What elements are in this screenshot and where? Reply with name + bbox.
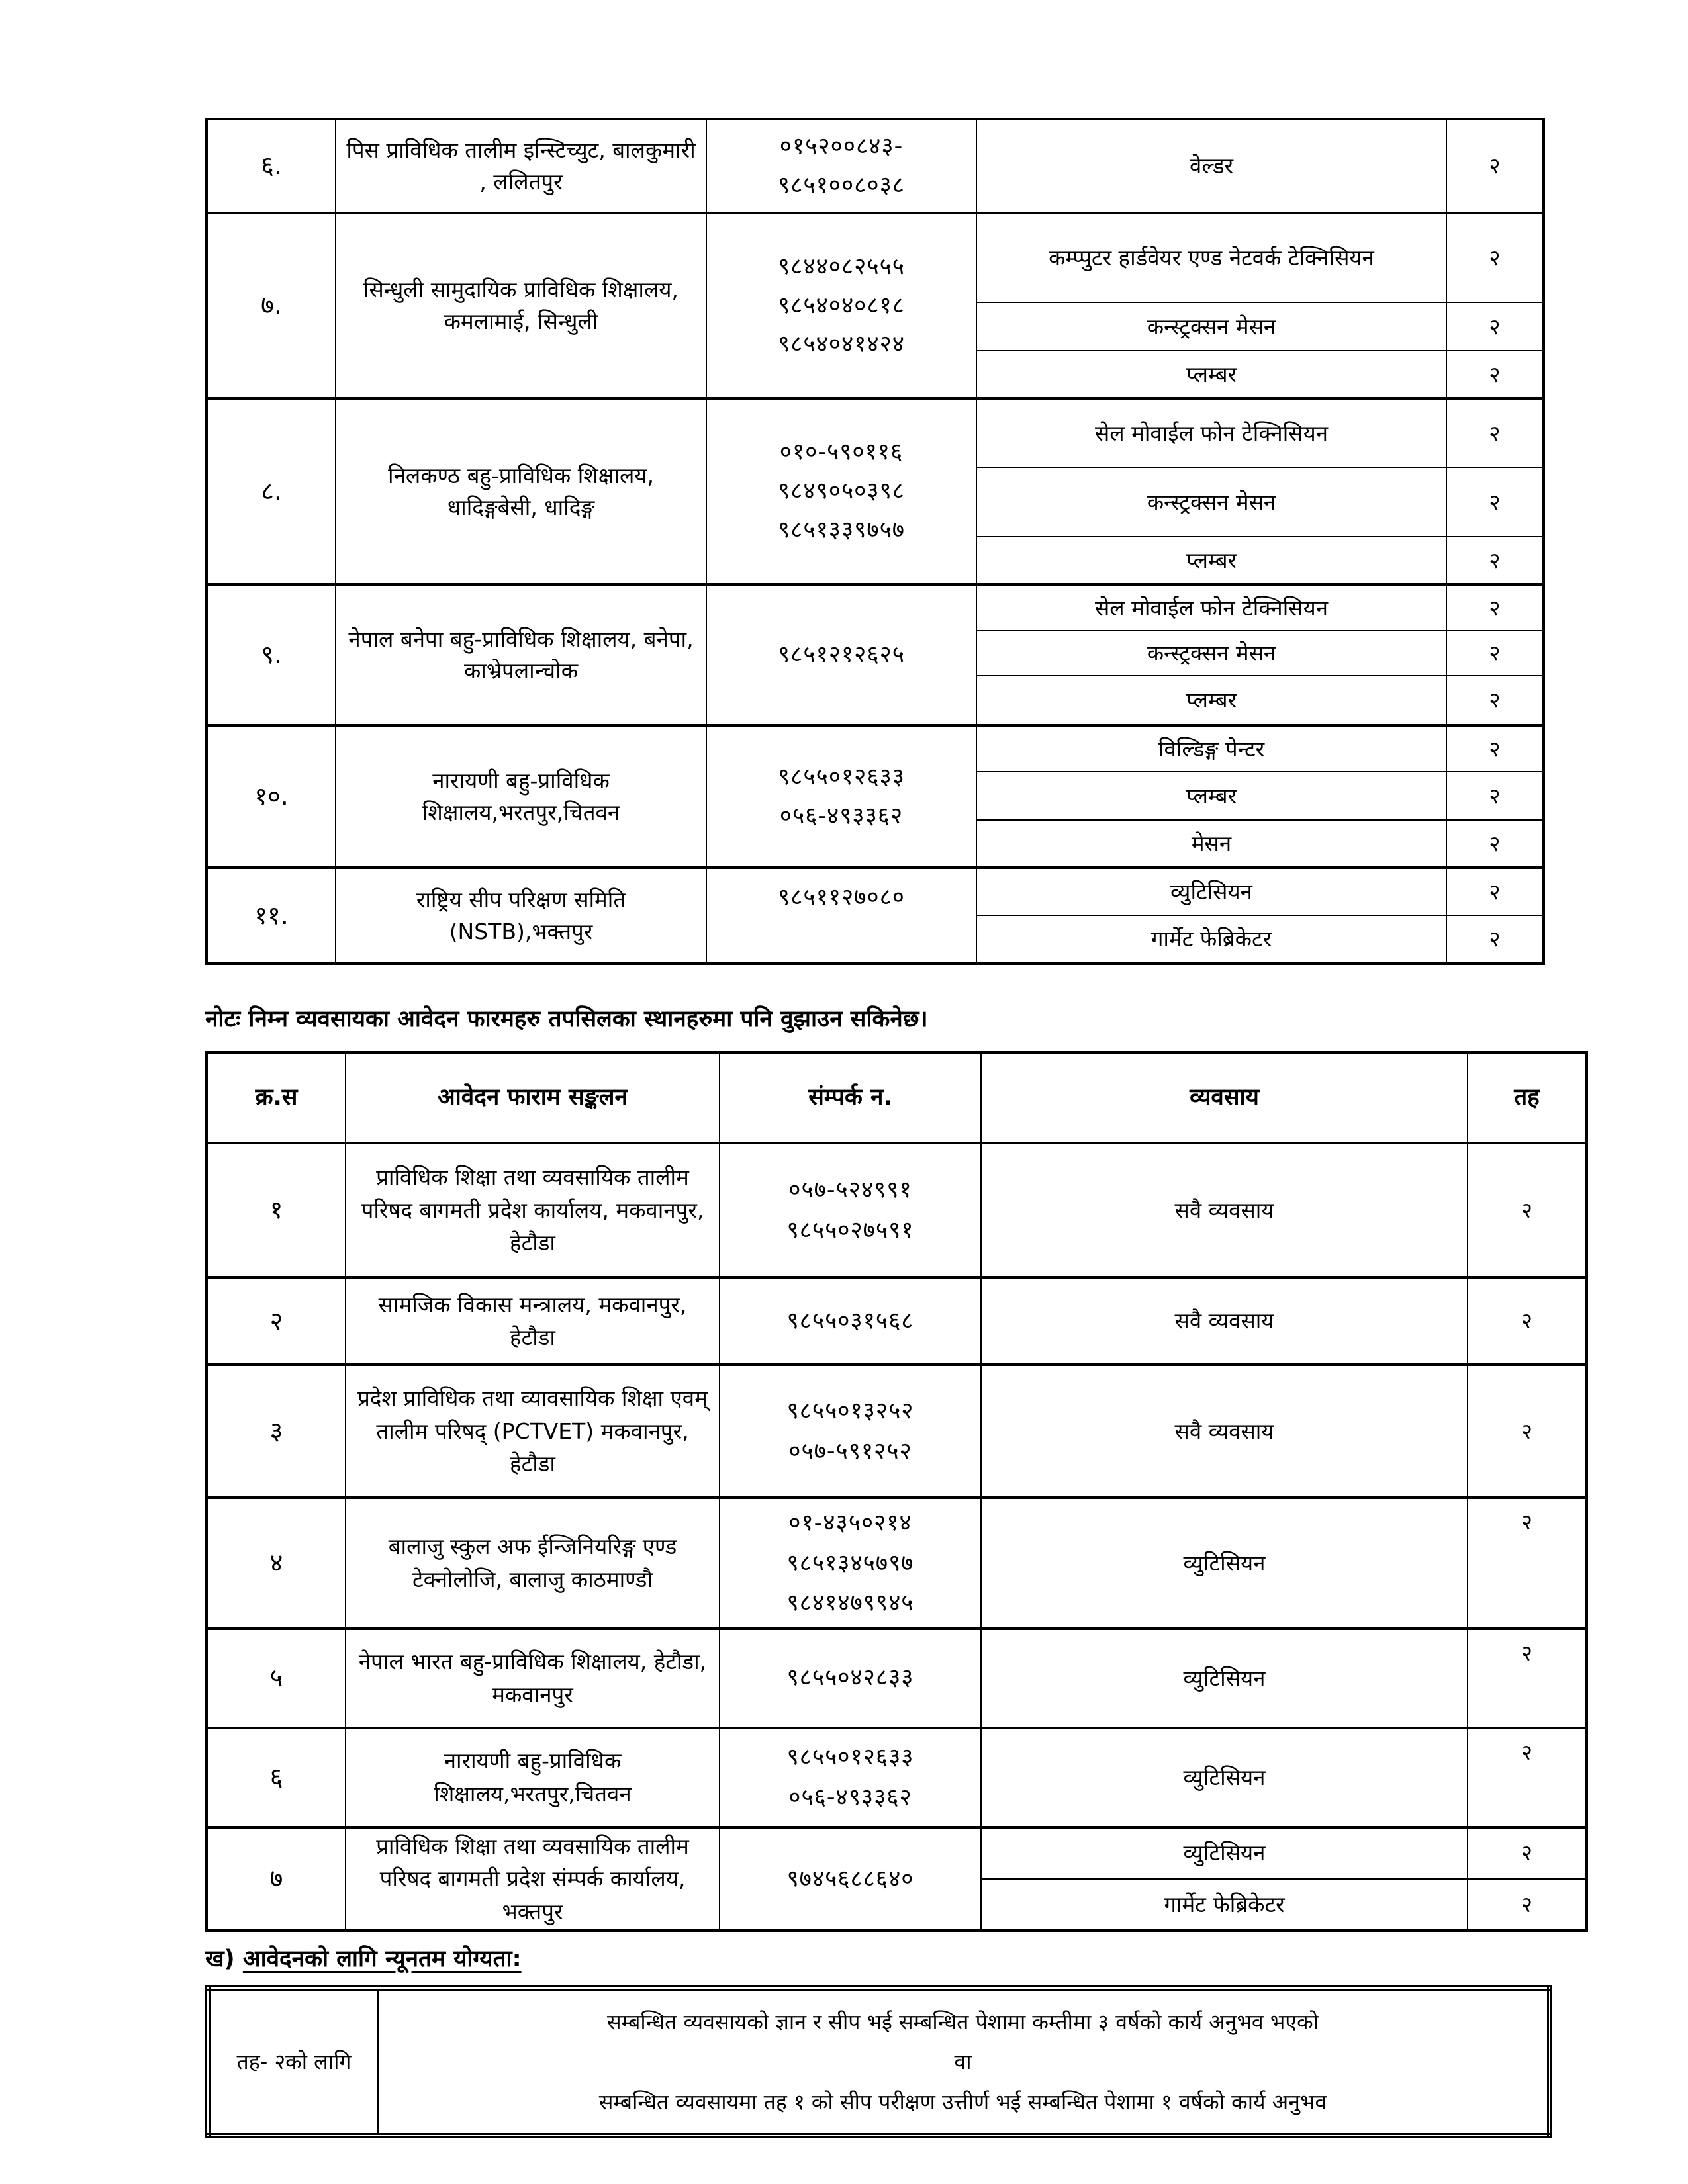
sn-cell: ७. xyxy=(207,213,336,398)
table-row xyxy=(207,1728,1587,1827)
occupation-cell: व्युटिसियन xyxy=(981,1498,1468,1629)
trade-cell: गार्मेट फेब्रिकेटर xyxy=(976,915,1446,964)
trade-cell: प्लम्बर xyxy=(976,676,1446,725)
occupation-cell: सवै व्यवसाय xyxy=(981,1277,1468,1365)
table-row xyxy=(207,213,1544,302)
requirement-cell xyxy=(378,1988,1550,2136)
level-cell: २ xyxy=(1446,820,1544,868)
phone-line: ९७४५६८८६४० xyxy=(786,1865,914,1892)
level-cell: २ xyxy=(1446,467,1544,537)
phone-line: ९८४४०८२५५५ xyxy=(777,253,905,280)
table-row xyxy=(207,584,1544,631)
institution-cell: बालाजु स्कुल अफ ईन्जिनियरिङ्ग एण्ड टेक्नोलोजि, बालाजु काठमाण्डौ xyxy=(346,1498,720,1629)
phone-line: ९८५१३३९७५७ xyxy=(777,516,905,543)
phone-cell xyxy=(706,119,976,213)
level-cell: २ xyxy=(1468,1827,1587,1879)
level-cell: २ xyxy=(1446,398,1544,467)
qualification-heading xyxy=(205,1942,522,1974)
requirement-line: सम्बन्धित व्यवसायको ज्ञान र सीप भई सम्बन्धित पेशामा कम्तीमा ३ वर्षको कार्य अनुभव भएको xyxy=(607,2009,1319,2034)
table-row xyxy=(207,398,1544,467)
trade-cell: प्लम्बर xyxy=(976,772,1446,820)
qualification-heading-prefix: ख) xyxy=(205,1946,235,1972)
sn-cell: १०. xyxy=(207,725,336,868)
sn-cell: ३ xyxy=(207,1365,346,1498)
phone-line: ०५६-४९३३६२ xyxy=(779,802,904,829)
institution-cell: नारायणी बहु-प्राविधिक शिक्षालय,भरतपुर,चितवन xyxy=(346,1728,720,1827)
phone-line: ९८४९०५०३९८ xyxy=(777,478,905,505)
trade-cell: प्लम्बर xyxy=(976,537,1446,584)
phone-cell xyxy=(706,584,976,725)
table-row xyxy=(207,1827,1587,1879)
table-row xyxy=(207,1498,1587,1629)
phone-line: ९८५५०१२६३३ xyxy=(777,763,905,790)
trade-cell: सेल मोवाईल फोन टेक्निसियन xyxy=(976,584,1446,631)
table-row xyxy=(207,1277,1587,1365)
requirement-line: सम्बन्धित व्यवसायमा तह १ को सीप परीक्षण उत्तीर्ण भई सम्बन्धित पेशामा १ वर्षको कार्य अनुभव xyxy=(598,2089,1327,2115)
institution-cell: पिस प्राविधिक तालीम इन्स्टिच्युट, बालकुमारी , ललितपुर xyxy=(336,119,706,213)
level-cell: २ xyxy=(1468,1629,1587,1728)
institution-cell: सामजिक विकास मन्त्रालय, मकवानपुर, हेटौडा xyxy=(346,1277,720,1365)
phone-cell xyxy=(720,1498,981,1629)
phone-line: ०५७-५२४९९१ xyxy=(788,1177,912,1203)
sn-cell: ६. xyxy=(207,119,336,213)
phone-line: ९८५४०४१४२४ xyxy=(777,331,905,358)
level-cell: २ xyxy=(1468,1277,1587,1365)
phone-line: ०५६-४९३३६२ xyxy=(788,1784,912,1811)
institution-cell: प्राविधिक शिक्षा तथा व्यवसायिक तालीम परिषद बागमती प्रदेश संम्पर्क कार्यालय, भक्तपुर xyxy=(346,1827,720,1931)
level-cell: २ xyxy=(1446,119,1544,213)
occupation-cell: सवै व्यवसाय xyxy=(981,1365,1468,1498)
trade-cell: कन्स्ट्रक्सन मेसन xyxy=(976,631,1446,676)
table-row xyxy=(207,1365,1587,1498)
level-label-cell: तह- २को लागि xyxy=(208,1988,378,2136)
training-institutes-table xyxy=(205,118,1545,965)
sn-cell: १ xyxy=(207,1143,346,1277)
header-contact: संम्पर्क न. xyxy=(720,1052,981,1143)
header-level: तह xyxy=(1468,1052,1587,1143)
sn-cell: ८. xyxy=(207,398,336,584)
table-row xyxy=(207,725,1544,772)
table-row xyxy=(207,1143,1587,1277)
note-text: नोटः निम्न व्यवसायका आवेदन फारमहरु तपसिलका स्थानहरुमा पनि वुझाउन सकिनेछ। xyxy=(205,1006,928,1032)
sn-cell: ४ xyxy=(207,1498,346,1629)
phone-line: ९८५१२१२६२५ xyxy=(777,641,905,668)
occupation-cell: व्युटिसियन xyxy=(981,1629,1468,1728)
trade-cell: विल्डिङ्ग पेन्टर xyxy=(976,725,1446,772)
trade-cell: वेल्डर xyxy=(976,119,1446,213)
sn-cell: २ xyxy=(207,1277,346,1365)
phone-line: ९८५५०३१५६८ xyxy=(786,1307,914,1334)
institution-cell: निलकण्ठ बहु-प्राविधिक शिक्षालय, धादिङ्गबेसी, धादिङ्ग xyxy=(336,398,706,584)
sn-cell: ७ xyxy=(207,1827,346,1931)
institution-cell: राष्ट्रिय सीप परिक्षण समिति (NSTB),भक्तपुर xyxy=(336,868,706,964)
institution-cell: प्राविधिक शिक्षा तथा व्यवसायिक तालीम परिषद बागमती प्रदेश कार्यालय, मकवानपुर, हेटौडा xyxy=(346,1143,720,1277)
phone-cell xyxy=(720,1827,981,1931)
trade-cell: मेसन xyxy=(976,820,1446,868)
requirement-line: वा xyxy=(954,2049,972,2075)
phone-cell xyxy=(720,1277,981,1365)
level-cell: २ xyxy=(1446,213,1544,302)
level-cell: २ xyxy=(1446,351,1544,398)
level-cell: २ xyxy=(1468,1143,1587,1277)
phone-line: ९८५५०१२६३३ xyxy=(786,1744,914,1770)
phone-line: ९८५१००८०३८ xyxy=(777,172,905,199)
phone-cell xyxy=(720,1143,981,1277)
phone-line: ०१०-५९०११६ xyxy=(779,439,904,466)
phone-cell xyxy=(706,725,976,868)
institution-cell: नारायणी बहु-प्राविधिक शिक्षालय,भरतपुर,चितवन xyxy=(336,725,706,868)
table-row xyxy=(207,868,1544,915)
phone-line: ०१५२००८४३- xyxy=(779,133,904,160)
phone-line: ९८५४०४०८१८ xyxy=(777,292,905,319)
sn-cell: ९. xyxy=(207,584,336,725)
phone-cell xyxy=(720,1365,981,1498)
level-cell: २ xyxy=(1446,915,1544,964)
occupation-cell: व्युटिसियन xyxy=(981,1728,1468,1827)
occupation-cell: सवै व्यवसाय xyxy=(981,1143,1468,1277)
institution-cell: प्रदेश प्राविधिक तथा व्यावसायिक शिक्षा एवम् तालीम परिषद् (PCTVET) मकवानपुर, हेटौडा xyxy=(346,1365,720,1498)
trade-cell: प्लम्बर xyxy=(976,351,1446,398)
level-cell: २ xyxy=(1446,631,1544,676)
table-row xyxy=(207,1629,1587,1728)
trade-cell: व्युटिसियन xyxy=(976,868,1446,915)
institution-cell: सिन्धुली सामुदायिक प्राविधिक शिक्षालय, कमलामाई, सिन्धुली xyxy=(336,213,706,398)
level-cell: २ xyxy=(1446,868,1544,915)
level-cell: २ xyxy=(1446,676,1544,725)
table-row xyxy=(207,119,1544,213)
phone-line: ०१-४३५०२१४ xyxy=(788,1510,912,1536)
level-cell: २ xyxy=(1468,1365,1587,1498)
qualification-heading-text: आवेदनको लागि न्यूनतम योग्यता: xyxy=(242,1946,522,1972)
sn-cell: ५ xyxy=(207,1629,346,1728)
phone-cell xyxy=(720,1629,981,1728)
phone-cell xyxy=(706,213,976,398)
phone-line: ९८५५०२७५९१ xyxy=(786,1216,914,1244)
header-collection: आवेदन फाराम सङ्कलन xyxy=(346,1052,720,1143)
occupation-cell: व्युटिसियन xyxy=(981,1827,1468,1879)
phone-line: ९८५१३४५७९७ xyxy=(786,1549,914,1576)
occupation-cell: गार्मेट फेब्रिकेटर xyxy=(981,1879,1468,1931)
level-cell: २ xyxy=(1446,584,1544,631)
phone-line: ९८५५०१३२५२ xyxy=(786,1398,914,1424)
sn-cell: ६ xyxy=(207,1728,346,1827)
trade-cell: कन्स्ट्रक्सन मेसन xyxy=(976,302,1446,351)
phone-line: ९८४१४७९९४५ xyxy=(786,1590,914,1616)
level-cell: २ xyxy=(1446,537,1544,584)
table-row xyxy=(208,1988,1550,2136)
level-cell: २ xyxy=(1468,1879,1587,1931)
institution-cell: नेपाल बनेपा बहु-प्राविधिक शिक्षालय, बनेपा, काभ्रेपलान्चोक xyxy=(336,584,706,725)
sn-cell: ११. xyxy=(207,868,336,964)
phone-line: ९८५११२७०८० xyxy=(777,884,905,911)
header-sn: क्र.स xyxy=(207,1052,346,1143)
institution-cell: नेपाल भारत बहु-प्राविधिक शिक्षालय, हेटौडा, मकवानपुर xyxy=(346,1629,720,1728)
phone-cell xyxy=(706,868,976,964)
level-cell: २ xyxy=(1446,725,1544,772)
header-occupation: व्यवसाय xyxy=(981,1052,1468,1143)
trade-cell: कन्स्ट्रक्सन मेसन xyxy=(976,467,1446,537)
phone-cell xyxy=(706,398,976,584)
trade-cell: सेल मोवाईल फोन टेक्निसियन xyxy=(976,398,1446,467)
phone-line: ०५७-५९१२५२ xyxy=(788,1437,912,1465)
phone-line: ९८५५०४२८३३ xyxy=(786,1664,914,1692)
level-cell: २ xyxy=(1446,302,1544,351)
level-cell: २ xyxy=(1468,1728,1587,1827)
table-header-row xyxy=(207,1052,1587,1143)
level-cell: २ xyxy=(1446,772,1544,820)
level-cell: २ xyxy=(1468,1498,1587,1629)
phone-cell xyxy=(720,1728,981,1827)
form-collection-table xyxy=(205,1051,1588,1932)
qualification-table xyxy=(205,1985,1552,2138)
trade-cell: कम्प्पुटर हार्डवेयर एण्ड नेटवर्क टेक्निसियन xyxy=(976,213,1446,302)
